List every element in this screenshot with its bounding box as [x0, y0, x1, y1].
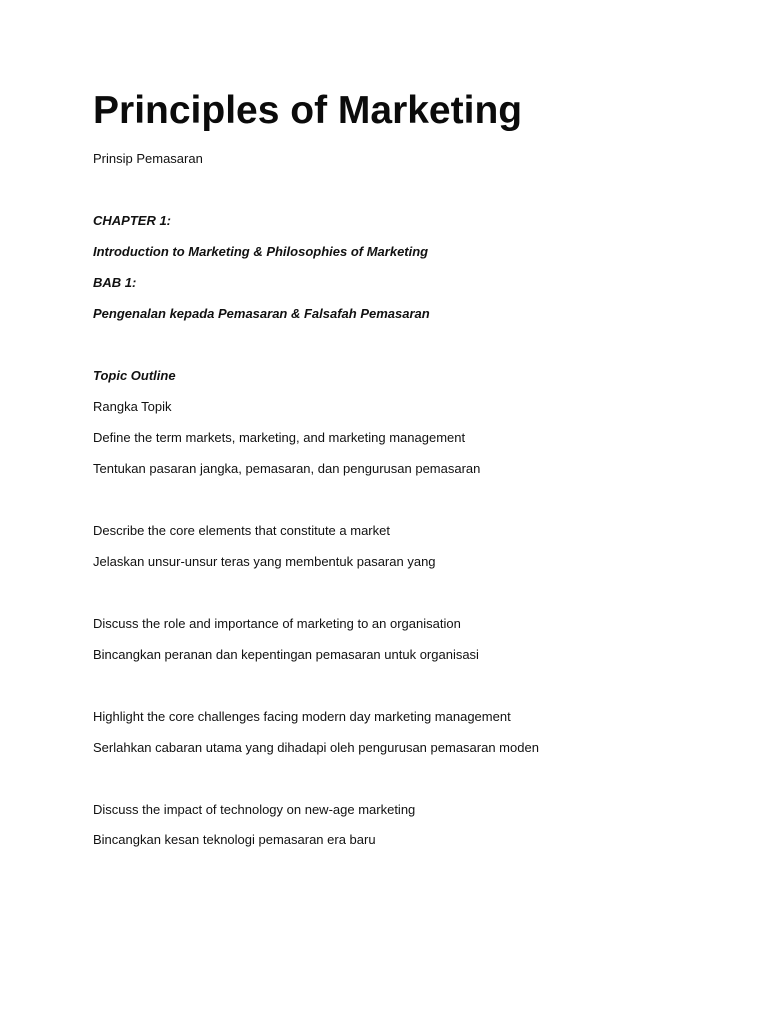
topic-2-en: Describe the core elements that constitute a market [93, 523, 390, 538]
topic-1-en: Define the term markets, marketing, and marketing management [93, 430, 466, 445]
topic-outline-heading-ms: Rangka Topik [93, 399, 172, 414]
topic-2-ms: Jelaskan unsur-unsur teras yang membentuk pasaran yang [93, 554, 436, 569]
topic-5-en: Discuss the impact of technology on new-age marketing [93, 802, 416, 817]
topic-3-ms: Bincangkan peranan dan kepentingan pemasaran untuk organisasi [93, 647, 479, 662]
topic-4-ms: Serlahkan cabaran utama yang dihadapi oleh pengurusan pemasaran moden [93, 740, 539, 755]
document-title: Principles of Marketing [93, 89, 523, 132]
topic-outline-heading: Topic Outline [93, 368, 176, 383]
topic-3-en: Discuss the role and importance of marketing to an organisation [93, 616, 461, 631]
topic-1-ms: Tentukan pasaran jangka, pemasaran, dan pengurusan pemasaran [93, 461, 481, 476]
chapter-label-ms: BAB 1: [93, 275, 137, 290]
chapter-title-en: Introduction to Marketing & Philosophies of Marketing [93, 244, 429, 259]
chapter-title-ms: Pengenalan kepada Pemasaran & Falsafah Pemasaran [93, 306, 430, 321]
document-subtitle: Prinsip Pemasaran [93, 151, 203, 166]
chapter-label-en: CHAPTER 1: [93, 213, 172, 228]
topic-5-ms: Bincangkan kesan teknologi pemasaran era baru [93, 832, 376, 847]
topic-4-en: Highlight the core challenges facing modern day marketing management [93, 709, 511, 724]
